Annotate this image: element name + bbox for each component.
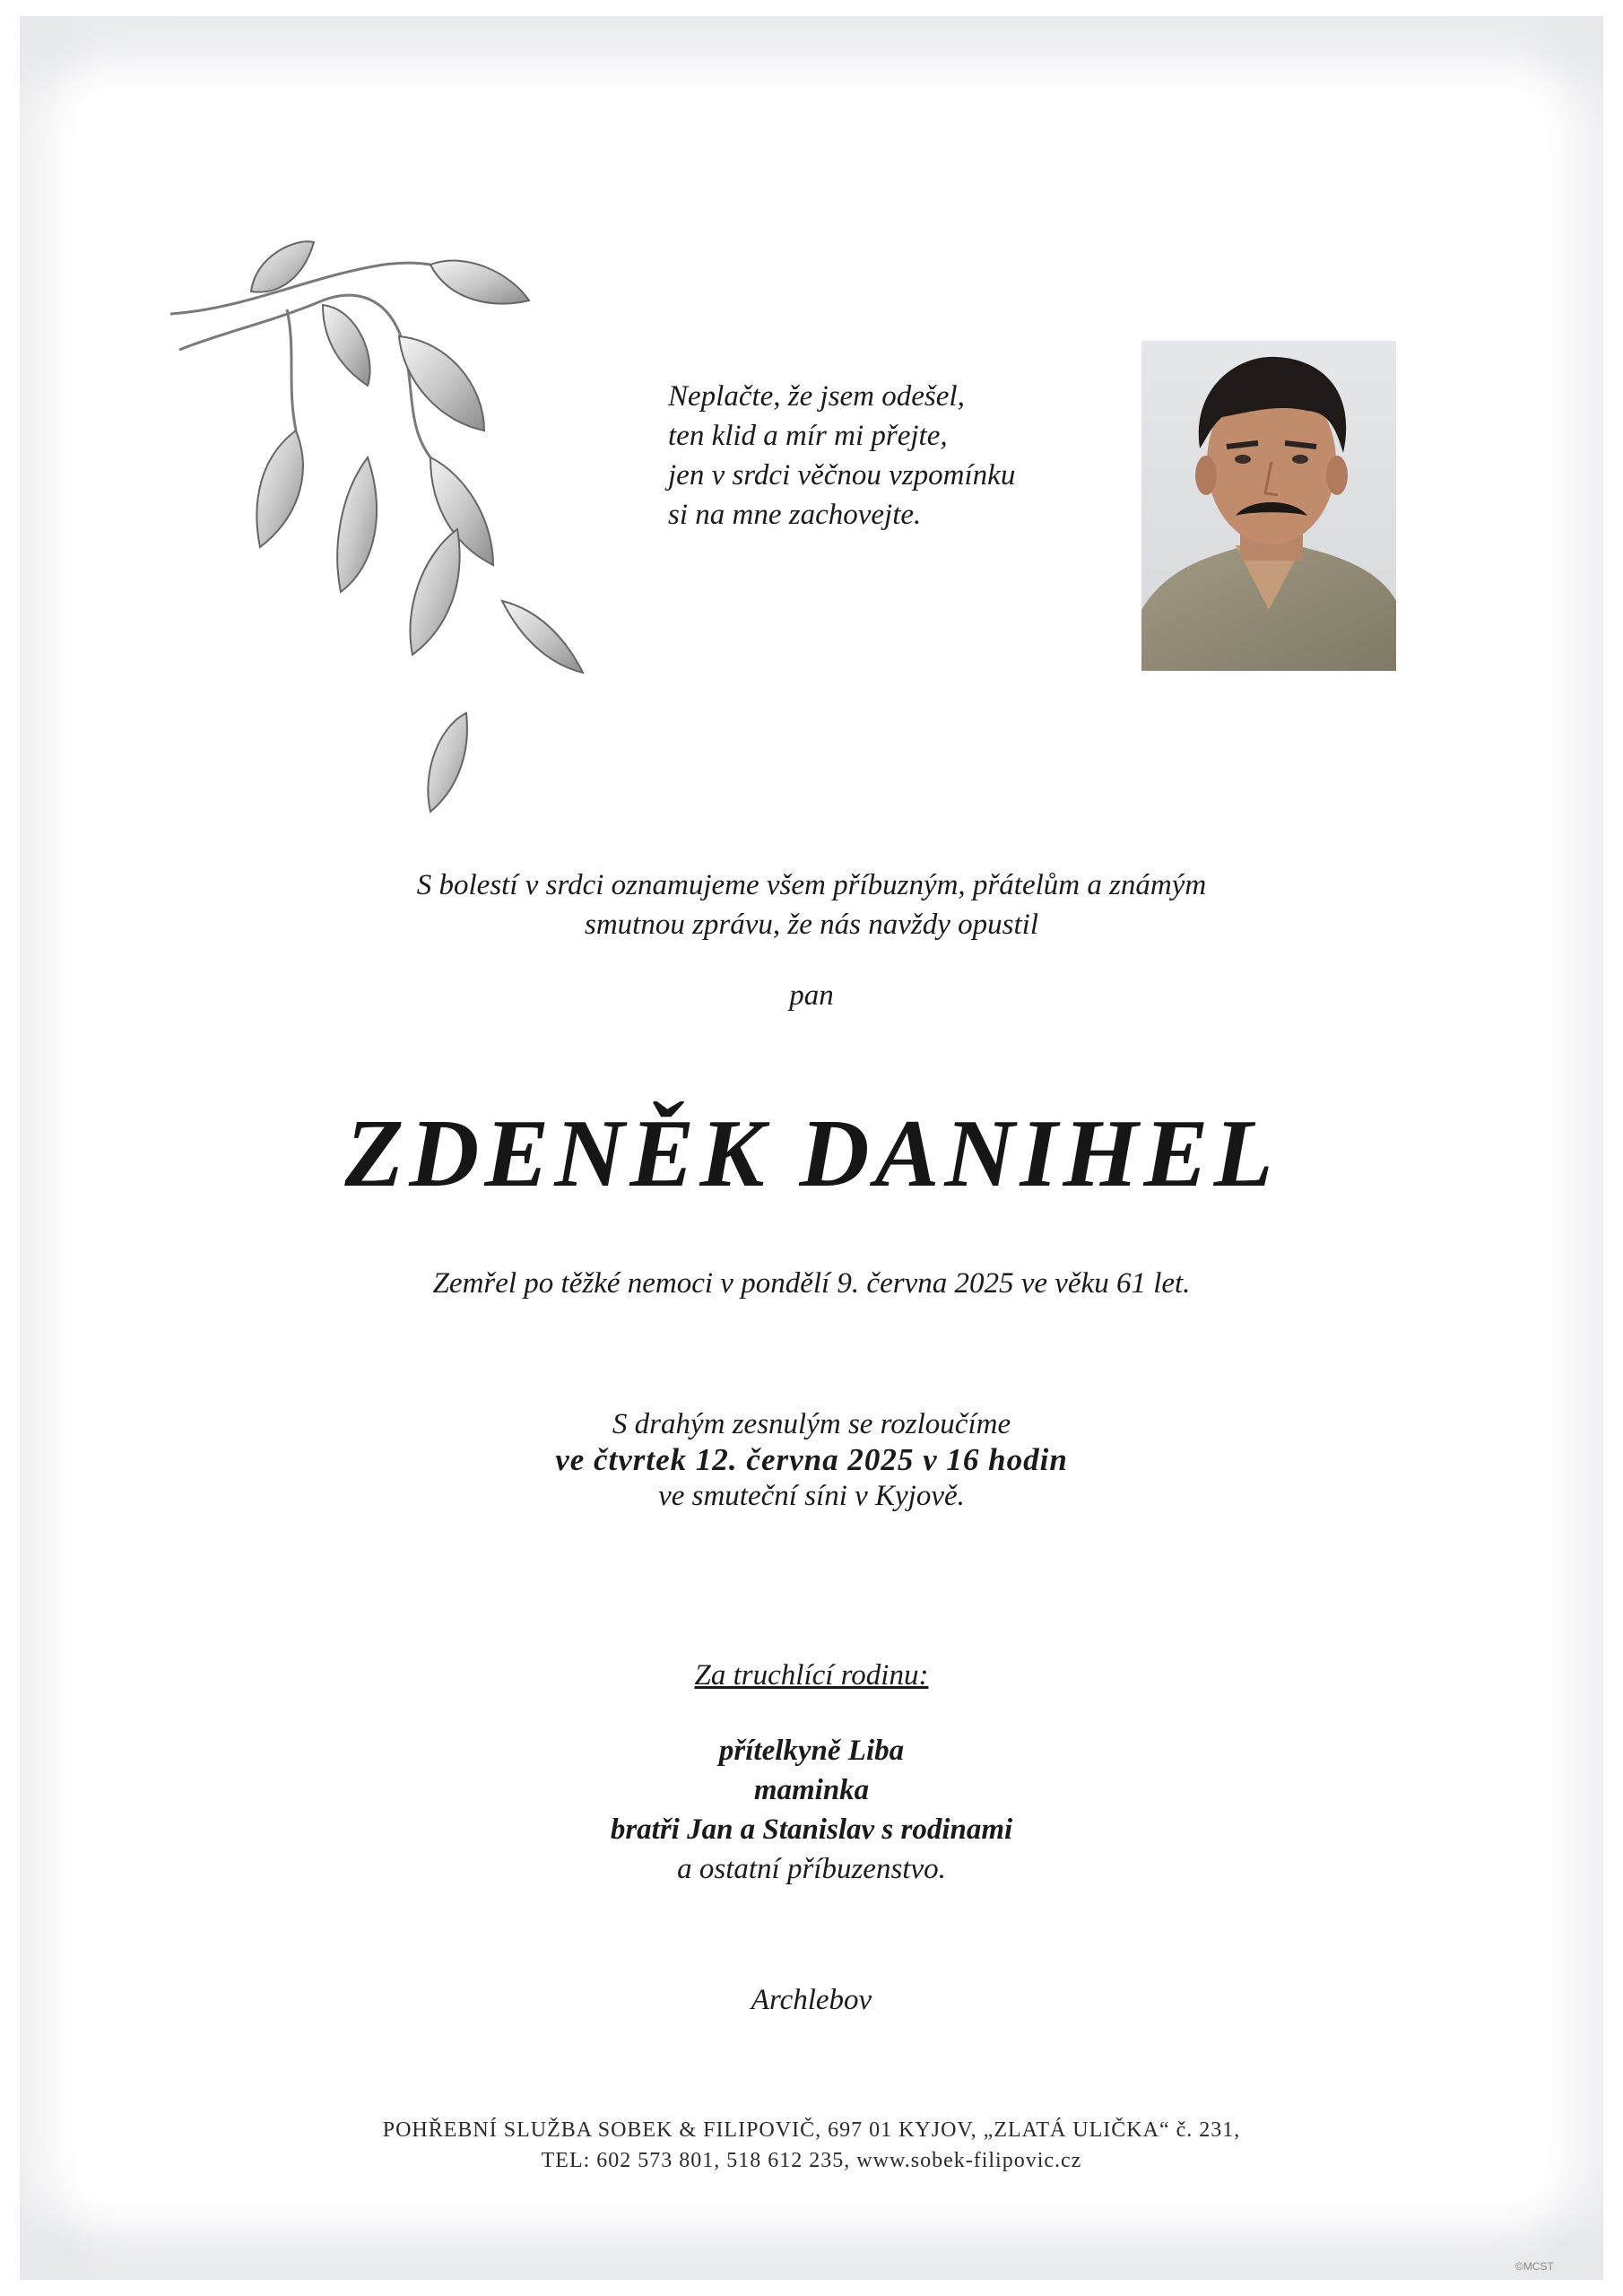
leaf — [430, 261, 529, 304]
farewell-location: ve smuteční síni v Kyjově. — [658, 1480, 965, 1512]
leaf — [256, 430, 302, 547]
farewell-date-time: ve čtvrtek 12. června 2025 v 16 hodin — [555, 1442, 1068, 1477]
watermark: ©MCST — [1515, 2260, 1554, 2273]
leaf — [337, 457, 377, 592]
family-member: maminka — [753, 1774, 870, 1806]
poem-line: jen v srdci věčnou vzpomínku — [668, 459, 1016, 491]
honorific: pan — [789, 979, 834, 1012]
death-notice: Zemřel po těžké nemoci v pondělí 9. června 2025 ve věku 61 let. — [432, 1267, 1191, 1300]
deceased-name: ZDENĚK DANIHEL — [344, 1100, 1279, 1207]
leaf — [428, 713, 467, 812]
poem-line: Neplačte, že jsem odešel, — [668, 380, 965, 413]
leaf — [323, 305, 370, 386]
poem — [668, 377, 1134, 535]
family-others: a ostatní příbuzenstvo. — [677, 1853, 946, 1885]
family-member: bratři Jan a Stanislav s rodinami — [610, 1813, 1013, 1846]
announcement-line-2: smutnou zprávu, že nás navždy opustil — [585, 909, 1038, 941]
farewell-info — [269, 1406, 1354, 1514]
leaves-branch-illustration — [161, 224, 592, 825]
family-heading: Za truchlící rodinu: — [694, 1659, 929, 1692]
family-member: přítelkyně Liba — [718, 1735, 905, 1767]
leaf — [399, 336, 484, 430]
poem-line: ten klid a mír mi přejte, — [668, 420, 948, 452]
footer-contact: TEL: 602 573 801, 518 612 235, www.sobek-filipovic.cz — [541, 2149, 1082, 2172]
poem-line: si na mne zachovejte. — [668, 499, 922, 531]
leaf — [410, 529, 459, 655]
announcement-line-1: S bolestí v srdci oznamujeme všem příbuzným, přátelům a známým — [416, 869, 1207, 901]
funeral-service-footer — [179, 2115, 1444, 2176]
portrait-photo — [1141, 341, 1396, 671]
announcement — [269, 865, 1354, 944]
footer-address: POHŘEBNÍ SLUŽBA SOBEK & FILIPOVIČ, 697 01 KYJOV, „ZLATÁ ULIČKA“ č. 231, — [382, 2118, 1241, 2142]
leaf — [502, 601, 583, 673]
hometown: Archlebov — [751, 1984, 872, 2016]
family-list — [359, 1731, 1264, 1889]
farewell-intro: S drahým zesnulým se rozloučíme — [612, 1408, 1011, 1440]
